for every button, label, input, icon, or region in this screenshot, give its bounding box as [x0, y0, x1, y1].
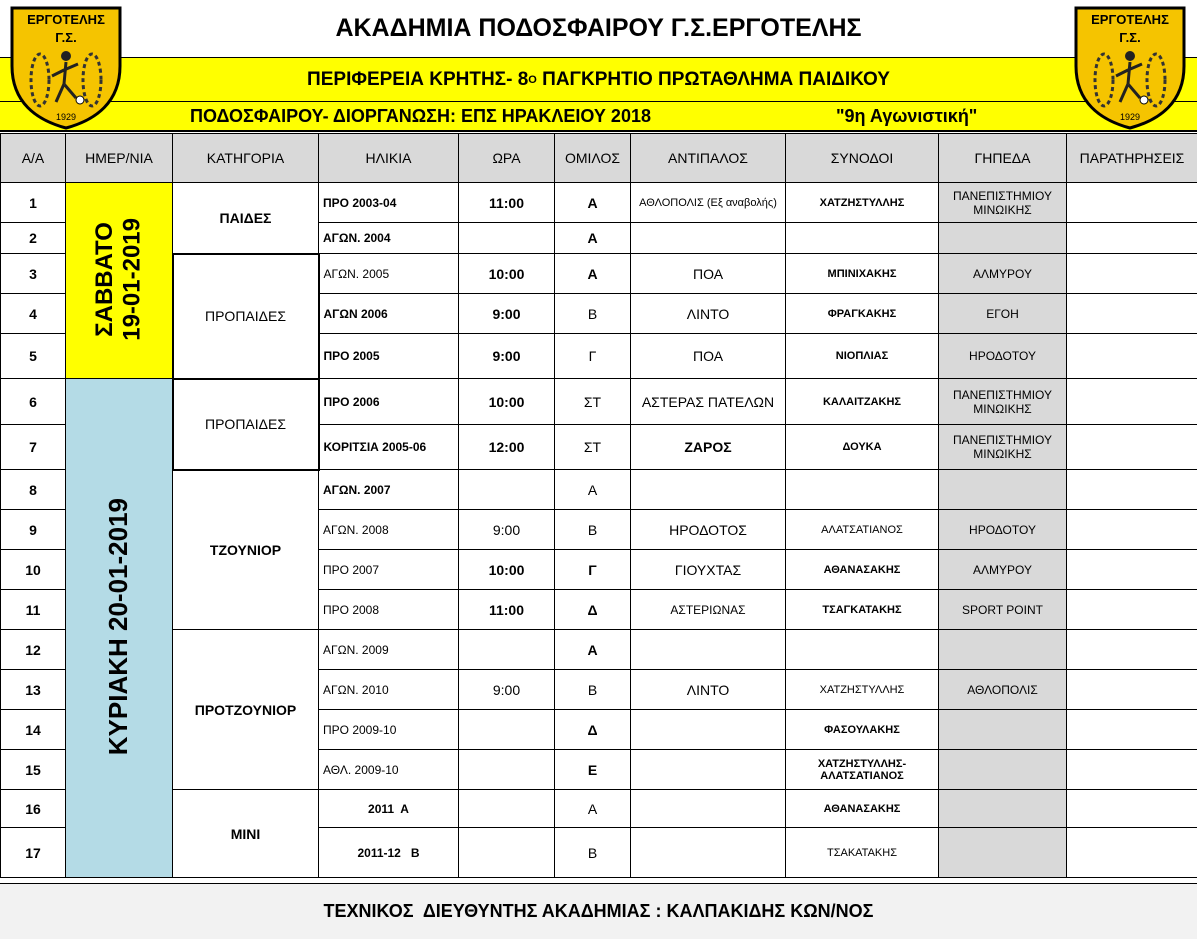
group-cell: Β: [555, 828, 631, 878]
escort-cell: [786, 223, 939, 254]
age-cell: ΑΓΩΝ. 2007: [319, 470, 459, 510]
column-header: ΠΑΡΑΤΗΡΗΣΕΙΣ: [1067, 134, 1197, 183]
table-row: [1, 254, 1197, 294]
group-cell: Α: [555, 630, 631, 670]
column-header: ΗΜΕΡ/ΝΙΑ: [66, 134, 173, 183]
column-header: ΑΝΤΙΠΑΛΟΣ: [631, 134, 786, 183]
time-cell: 9:00: [459, 334, 555, 379]
notes-cell: [1067, 828, 1197, 878]
row-number: 15: [1, 750, 66, 790]
notes-cell: [1067, 550, 1197, 590]
row-number: 10: [1, 550, 66, 590]
escort-cell: ΔΟΥΚΑ: [786, 425, 939, 470]
field-cell: [939, 790, 1067, 828]
subtitle-suffix: ΠΑΓΚΡΗΤΙΟ ΠΡΩΤΑΘΛΗΜΑ ΠΑΙΔΙΚΟΥ: [536, 68, 890, 90]
age-cell: ΑΓΩΝ. 2004: [319, 223, 459, 254]
title-text: ΑΚΑΔΗΜΙΑ ΠΟΔΟΣΦΑΙΡΟΥ Γ.Σ.ΕΡΓΟΤΕΛΗΣ: [335, 14, 862, 42]
opponent-cell: [631, 750, 786, 790]
age-cell: 2011 Α: [319, 790, 459, 828]
row-number: 11: [1, 590, 66, 630]
club-crest-icon: [4, 2, 128, 130]
age-cell: ΑΓΩΝ. 2009: [319, 630, 459, 670]
age-cell: ΠΡΟ 2003-04: [319, 183, 459, 223]
notes-cell: [1067, 750, 1197, 790]
category-cell: ΠΑΙΔΕΣ: [173, 183, 319, 254]
row-number: 3: [1, 254, 66, 294]
opponent-cell: ΖΑΡΟΣ: [631, 425, 786, 470]
table-row: [1, 183, 1197, 223]
page-title: [0, 0, 1197, 58]
age-cell: ΠΡΟ 2005: [319, 334, 459, 379]
notes-cell: [1067, 254, 1197, 294]
group-cell: Δ: [555, 710, 631, 750]
time-cell: [459, 630, 555, 670]
column-header: Α/Α: [1, 134, 66, 183]
opponent-cell: [631, 223, 786, 254]
field-cell: [939, 470, 1067, 510]
category-cell: ΤΖΟΥΝΙΟΡ: [173, 470, 319, 630]
escort-cell: ΤΣΑΚΑΤΑΚΗΣ: [786, 828, 939, 878]
group-cell: Α: [555, 790, 631, 828]
field-cell: [939, 828, 1067, 878]
age-cell: ΠΡΟ 2006: [319, 379, 459, 425]
row-number: 5: [1, 334, 66, 379]
age-cell: ΠΡΟ 2007: [319, 550, 459, 590]
column-header: ΗΛΙΚΙΑ: [319, 134, 459, 183]
escort-cell: [786, 630, 939, 670]
age-cell: ΚΟΡΙΤΣΙΑ 2005-06: [319, 425, 459, 470]
field-cell: ΠΑΝΕΠΙΣΤΗΜΙΟΥ ΜΙΝΩΙΚΗΣ: [939, 379, 1067, 425]
logo-year: 1929: [1119, 112, 1141, 122]
time-cell: 9:00: [459, 294, 555, 334]
subtitle-prefix: ΠΕΡΙΦΕΡΕΙΑ ΚΡΗΤΗΣ- 8: [307, 68, 529, 90]
age-cell: ΑΓΩΝ 2006: [319, 294, 459, 334]
day-label: ΣΑΒΒΑΤΟ 19-01-2019: [91, 217, 146, 341]
table-row: [1, 379, 1197, 425]
column-header: ΓΗΠΕΔΑ: [939, 134, 1067, 183]
row-number: 2: [1, 223, 66, 254]
opponent-cell: [631, 828, 786, 878]
notes-cell: [1067, 590, 1197, 630]
category-cell: ΠΡΟΠΑΙΔΕΣ: [173, 379, 319, 470]
opponent-cell: ΗΡΟΔΟΤΟΣ: [631, 510, 786, 550]
time-cell: 9:00: [459, 670, 555, 710]
notes-cell: [1067, 425, 1197, 470]
time-cell: [459, 470, 555, 510]
notes-cell: [1067, 630, 1197, 670]
escort-cell: ΤΣΑΓΚΑΤΑΚΗΣ: [786, 590, 939, 630]
escort-cell: ΧΑΤΖΗΣΤΥΛΛΗΣ: [786, 670, 939, 710]
schedule-table: [0, 133, 1197, 878]
day-label: ΚΥΡΙΑΚΗ 20-01-2019: [102, 497, 133, 756]
group-cell: Β: [555, 670, 631, 710]
group-cell: Α: [555, 183, 631, 223]
opponent-cell: ΓΙΟΥΧΤΑΣ: [631, 550, 786, 590]
field-cell: [939, 223, 1067, 254]
subtitle-line-2: [0, 102, 1197, 132]
opponent-cell: [631, 790, 786, 828]
field-cell: [939, 710, 1067, 750]
escort-cell: ΑΘΑΝΑΣΑΚΗΣ: [786, 550, 939, 590]
group-cell: Α: [555, 223, 631, 254]
group-cell: Α: [555, 254, 631, 294]
category-cell: ΜΙΝΙ: [173, 790, 319, 878]
opponent-cell: ΠΟΑ: [631, 334, 786, 379]
club-logo-left: [4, 2, 128, 130]
subtitle-line-1: [0, 58, 1197, 102]
table-row: [1, 630, 1197, 670]
logo-top-text: ΕΡΓΟΤΕΛΗΣ: [27, 12, 105, 27]
opponent-cell: ΑΘΛΟΠΟΛΙΣ (Εξ αναβολής): [631, 183, 786, 223]
table-row: [1, 470, 1197, 510]
time-cell: 11:00: [459, 183, 555, 223]
opponent-cell: [631, 710, 786, 750]
logo-top-text: ΕΡΓΟΤΕΛΗΣ: [1091, 12, 1169, 27]
group-cell: ΣΤ: [555, 425, 631, 470]
field-cell: [939, 630, 1067, 670]
field-cell: ΠΑΝΕΠΙΣΤΗΜΙΟΥ ΜΙΝΩΙΚΗΣ: [939, 183, 1067, 223]
row-number: 6: [1, 379, 66, 425]
escort-cell: ΦΑΣΟΥΛΑΚΗΣ: [786, 710, 939, 750]
notes-cell: [1067, 710, 1197, 750]
escort-cell: ΦΡΑΓΚΑΚΗΣ: [786, 294, 939, 334]
round-text: "9η Αγωνιστική": [836, 106, 978, 126]
opponent-cell: [631, 630, 786, 670]
notes-cell: [1067, 510, 1197, 550]
field-cell: [939, 750, 1067, 790]
opponent-cell: ΠΟΑ: [631, 254, 786, 294]
field-cell: ΑΛΜΥΡΟΥ: [939, 254, 1067, 294]
category-cell: ΠΡΟΠΑΙΔΕΣ: [173, 254, 319, 379]
opponent-cell: ΑΣΤΕΡΙΩΝΑΣ: [631, 590, 786, 630]
group-cell: Γ: [555, 550, 631, 590]
time-cell: 10:00: [459, 550, 555, 590]
age-cell: 2011-12 Β: [319, 828, 459, 878]
field-cell: ΑΛΜΥΡΟΥ: [939, 550, 1067, 590]
escort-cell: ΧΑΤΖΗΣΤΥΛΛΗΣ: [786, 183, 939, 223]
club-logo-right: [1068, 2, 1192, 130]
day-saturday: [66, 183, 173, 379]
group-cell: Α: [555, 470, 631, 510]
notes-cell: [1067, 183, 1197, 223]
row-number: 8: [1, 470, 66, 510]
escort-cell: ΧΑΤΖΗΣΤΥΛΛΗΣ- ΑΛΑΤΣΑΤΙΑΝΟΣ: [786, 750, 939, 790]
row-number: 9: [1, 510, 66, 550]
escort-cell: ΚΑΛΑΙΤΖΑΚΗΣ: [786, 379, 939, 425]
notes-cell: [1067, 790, 1197, 828]
subtitle-sup: Ο: [528, 73, 537, 86]
table-row: [1, 790, 1197, 828]
group-cell: ΣΤ: [555, 379, 631, 425]
notes-cell: [1067, 670, 1197, 710]
time-cell: 10:00: [459, 254, 555, 294]
time-cell: [459, 710, 555, 750]
notes-cell: [1067, 379, 1197, 425]
category-cell: ΠΡΟΤΖΟΥΝΙΟΡ: [173, 630, 319, 790]
age-cell: ΑΓΩΝ. 2008: [319, 510, 459, 550]
row-number: 1: [1, 183, 66, 223]
age-cell: ΠΡΟ 2009-10: [319, 710, 459, 750]
escort-cell: ΜΠΙΝΙΧΑΚΗΣ: [786, 254, 939, 294]
time-cell: 12:00: [459, 425, 555, 470]
logo-year: 1929: [55, 112, 77, 122]
column-header: ΣΥΝΟΔΟΙ: [786, 134, 939, 183]
row-number: 17: [1, 828, 66, 878]
group-cell: Β: [555, 294, 631, 334]
field-cell: ΗΡΟΔΟΤΟΥ: [939, 334, 1067, 379]
opponent-cell: ΛΙΝΤΟ: [631, 670, 786, 710]
opponent-cell: [631, 470, 786, 510]
notes-cell: [1067, 223, 1197, 254]
row-number: 16: [1, 790, 66, 828]
notes-cell: [1067, 294, 1197, 334]
time-cell: 11:00: [459, 590, 555, 630]
age-cell: ΑΓΩΝ. 2005: [319, 254, 459, 294]
time-cell: [459, 223, 555, 254]
footer-text: ΤΕΧΝΙΚΟΣ ΔΙΕΥΘΥΝΤΗΣ ΑΚΑΔΗΜΙΑΣ : ΚΑΛΠΑΚΙΔΗΣ ΚΩΝ/ΝΟΣ: [323, 901, 874, 921]
escort-cell: ΑΛΑΤΣΑΤΙΑΝΟΣ: [786, 510, 939, 550]
table-header-row: [1, 134, 1197, 183]
column-header: ΚΑΤΗΓΟΡΙΑ: [173, 134, 319, 183]
time-cell: [459, 790, 555, 828]
time-cell: 10:00: [459, 379, 555, 425]
row-number: 4: [1, 294, 66, 334]
escort-cell: ΝΙΟΠΛΙΑΣ: [786, 334, 939, 379]
escort-cell: ΑΘΑΝΑΣΑΚΗΣ: [786, 790, 939, 828]
notes-cell: [1067, 334, 1197, 379]
logo-middle-text: Γ.Σ.: [1119, 30, 1141, 45]
organizer-text: ΠΟΔΟΣΦΑΙΡΟΥ- ΔΙΟΡΓΑΝΩΣΗ: ΕΠΣ ΗΡΑΚΛΕΙΟΥ 2018: [190, 106, 651, 126]
opponent-cell: ΑΣΤΕΡΑΣ ΠΑΤΕΛΩΝ: [631, 379, 786, 425]
group-cell: Γ: [555, 334, 631, 379]
field-cell: ΗΡΟΔΟΤΟΥ: [939, 510, 1067, 550]
time-cell: [459, 828, 555, 878]
age-cell: ΠΡΟ 2008: [319, 590, 459, 630]
field-cell: ΠΑΝΕΠΙΣΤΗΜΙΟΥ ΜΙΝΩΙΚΗΣ: [939, 425, 1067, 470]
field-cell: ΑΘΛΟΠΟΛΙΣ: [939, 670, 1067, 710]
column-header: ΟΜΙΛΟΣ: [555, 134, 631, 183]
row-number: 7: [1, 425, 66, 470]
time-cell: 9:00: [459, 510, 555, 550]
day-sunday: [66, 379, 173, 878]
field-cell: SPORT POINT: [939, 590, 1067, 630]
escort-cell: [786, 470, 939, 510]
group-cell: Β: [555, 510, 631, 550]
group-cell: Ε: [555, 750, 631, 790]
row-number: 13: [1, 670, 66, 710]
row-number: 12: [1, 630, 66, 670]
notes-cell: [1067, 470, 1197, 510]
club-crest-icon: [1068, 2, 1192, 130]
time-cell: [459, 750, 555, 790]
age-cell: ΑΓΩΝ. 2010: [319, 670, 459, 710]
opponent-cell: ΛΙΝΤΟ: [631, 294, 786, 334]
logo-middle-text: Γ.Σ.: [55, 30, 77, 45]
row-number: 14: [1, 710, 66, 750]
footer-director: [0, 883, 1197, 939]
column-header: ΩΡΑ: [459, 134, 555, 183]
field-cell: ΕΓΟΗ: [939, 294, 1067, 334]
group-cell: Δ: [555, 590, 631, 630]
age-cell: ΑΘΛ. 2009-10: [319, 750, 459, 790]
